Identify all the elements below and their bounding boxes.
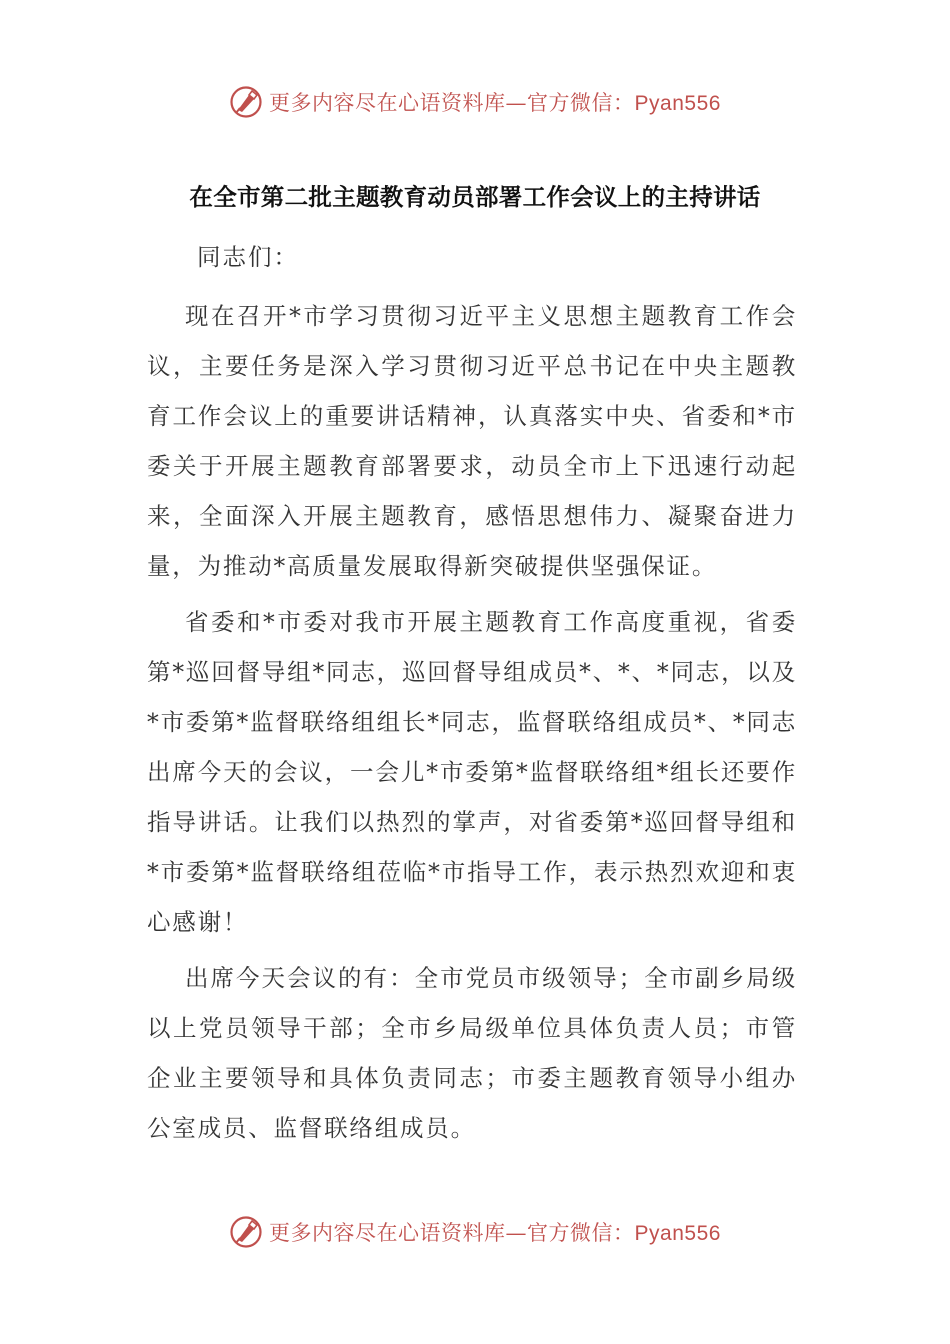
banner-content	[229, 85, 721, 119]
banner-wechat-id: Pyan556	[634, 92, 721, 115]
banner-text	[269, 87, 721, 117]
footer-banner	[0, 1212, 950, 1252]
banner-wechat-id: Pyan556	[634, 1222, 721, 1245]
document-title: 在全市第二批主题教育动员部署工作会议上的主持讲话	[189, 183, 761, 211]
pen-nib-logo-icon	[229, 85, 263, 119]
header-banner	[0, 82, 950, 122]
paragraph-3: 出席今天会议的有：全市党员市级领导；全市副乡局级以上党员领导干部；全市乡局级单位具体负责人员；市管企业主要领导和具体负责同志；市委主题教育领导小组办公室成员、监督联络组成员。	[147, 964, 797, 1142]
document-body	[147, 235, 797, 1159]
banner-main-text: 更多内容尽在心语资料库—官方微信：	[269, 91, 635, 115]
paragraph-1: 现在召开*市学习贯彻习近平主义思想主题教育工作会议，主要任务是深入学习贯彻习近平总书记在中央主题教育工作会议上的重要讲话精神，认真落实中央、省委和*市委关于开展主题教育部署要求，动员全市上下迅速行动起来，全面深入开展主题教育，感悟思想伟力、凝聚奋进力量，为推动*高质量发展取得新突破提供坚强保证。	[147, 302, 797, 580]
banner-content	[229, 1215, 721, 1249]
pen-nib-logo-icon	[229, 1215, 263, 1249]
banner-text	[269, 1217, 721, 1247]
paragraph-2: 省委和*市委对我市开展主题教育工作高度重视，省委第*巡回督导组*同志，巡回督导组成员*、*、*同志，以及*市委第*监督联络组组长*同志，监督联络组成员*、*同志出席今天的会议，一会儿*市委第*监督联络组*组长还要作指导讲话。让我们以热烈的掌声，对省委第*巡回督导组和*市委第*监督联络组莅临*市指导工作，表示热烈欢迎和衷心感谢！	[147, 608, 797, 936]
banner-main-text: 更多内容尽在心语资料库—官方微信：	[269, 1221, 635, 1245]
greeting: 同志们：	[197, 243, 299, 271]
